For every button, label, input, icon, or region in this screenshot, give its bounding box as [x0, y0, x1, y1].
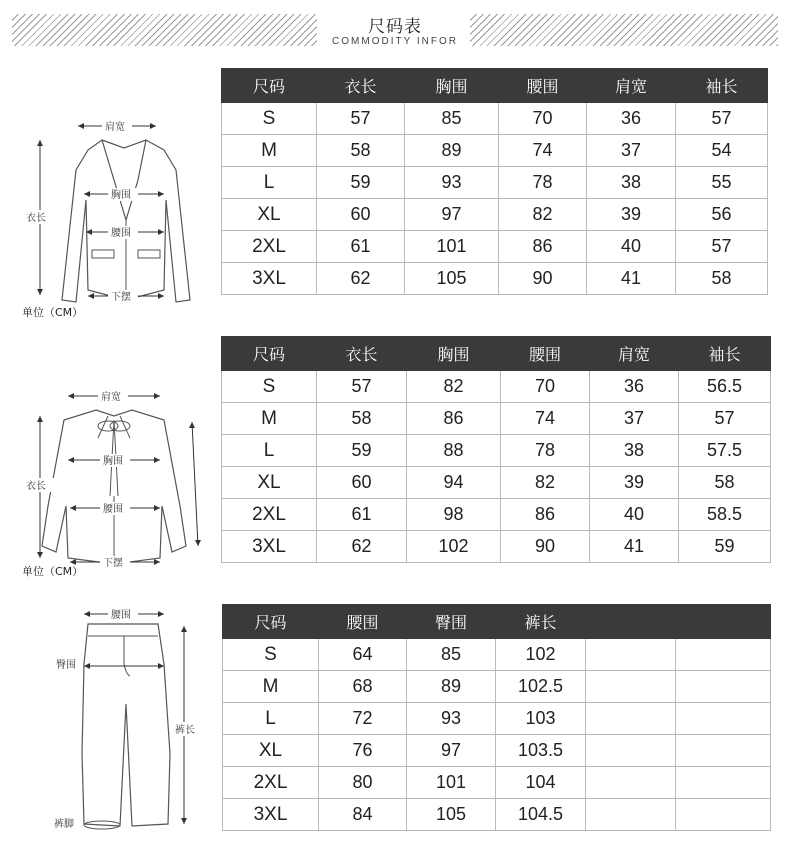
- value-cell: 102: [496, 639, 586, 671]
- jacket-hem-label: 下摆: [111, 292, 131, 303]
- table-row: [223, 671, 771, 703]
- empty-cell: [586, 767, 676, 799]
- value-cell: 78: [501, 435, 590, 467]
- size-cell: L: [222, 435, 317, 467]
- jacket-shoulder-label: 肩宽: [105, 122, 125, 133]
- value-cell: 59: [317, 167, 405, 199]
- value-cell: 57: [317, 371, 407, 403]
- size-cell: 3XL: [222, 263, 317, 295]
- size-table-pants: [222, 604, 771, 831]
- value-cell: 56.5: [679, 371, 771, 403]
- size-cell: S: [222, 103, 317, 135]
- value-cell: 76: [319, 735, 407, 767]
- value-cell: 89: [407, 671, 496, 703]
- size-cell: M: [223, 671, 319, 703]
- header-cell: [676, 605, 771, 639]
- value-cell: 84: [319, 799, 407, 831]
- section-pants: [0, 602, 790, 842]
- value-cell: 90: [501, 531, 590, 563]
- header-cell: 腰围: [499, 69, 587, 103]
- value-cell: 85: [407, 639, 496, 671]
- page-title: 尺码表: [368, 17, 422, 37]
- value-cell: 38: [587, 167, 676, 199]
- value-cell: 59: [679, 531, 771, 563]
- size-cell: S: [222, 371, 317, 403]
- table-row: [222, 103, 768, 135]
- pants-hip-label: 臀围: [56, 660, 76, 671]
- value-cell: 93: [407, 703, 496, 735]
- value-cell: 57: [317, 103, 405, 135]
- value-cell: 57.5: [679, 435, 771, 467]
- value-cell: 41: [590, 531, 679, 563]
- size-cell: L: [222, 167, 317, 199]
- value-cell: 58: [317, 403, 407, 435]
- jacket-drawing: [14, 90, 214, 330]
- value-cell: 55: [676, 167, 768, 199]
- page-header: [0, 0, 790, 56]
- value-cell: 105: [407, 799, 496, 831]
- blouse-shoulder-label: 肩宽: [101, 392, 121, 403]
- table-row: [222, 531, 771, 563]
- value-cell: 103: [496, 703, 586, 735]
- table-row: [223, 735, 771, 767]
- value-cell: 40: [587, 231, 676, 263]
- value-cell: 78: [499, 167, 587, 199]
- value-cell: 82: [501, 467, 590, 499]
- header-cell: 裤长: [496, 605, 586, 639]
- empty-cell: [676, 703, 771, 735]
- empty-cell: [586, 671, 676, 703]
- pants-length-label: 裤长: [175, 725, 195, 736]
- size-cell: S: [223, 639, 319, 671]
- header-cell: 腰围: [319, 605, 407, 639]
- table-row: [222, 263, 768, 295]
- jacket-waist-label: 腰围: [111, 228, 131, 239]
- value-cell: 86: [499, 231, 587, 263]
- value-cell: 36: [590, 371, 679, 403]
- blouse-hem-label: 下摆: [103, 558, 123, 569]
- size-cell: 2XL: [222, 499, 317, 531]
- value-cell: 39: [590, 467, 679, 499]
- table-row: [222, 231, 768, 263]
- value-cell: 68: [319, 671, 407, 703]
- value-cell: 89: [405, 135, 499, 167]
- header-cell: 腰围: [501, 337, 590, 371]
- value-cell: 36: [587, 103, 676, 135]
- value-cell: 102.5: [496, 671, 586, 703]
- value-cell: 82: [407, 371, 501, 403]
- value-cell: 37: [587, 135, 676, 167]
- value-cell: 105: [405, 263, 499, 295]
- jacket-illustration: [14, 90, 214, 330]
- header-cell: 衣长: [317, 69, 405, 103]
- table-row: [222, 167, 768, 199]
- value-cell: 56: [676, 199, 768, 231]
- value-cell: 58: [676, 263, 768, 295]
- size-cell: XL: [222, 199, 317, 231]
- table-header-row: [223, 605, 771, 639]
- value-cell: 39: [587, 199, 676, 231]
- value-cell: 58: [317, 135, 405, 167]
- value-cell: 74: [501, 403, 590, 435]
- empty-cell: [586, 799, 676, 831]
- value-cell: 62: [317, 263, 405, 295]
- header-cell: [586, 605, 676, 639]
- header-cell: 肩宽: [587, 69, 676, 103]
- size-table-jacket: [221, 68, 768, 295]
- table-row: [222, 371, 771, 403]
- size-table-blouse: [221, 336, 771, 563]
- value-cell: 57: [676, 103, 768, 135]
- value-cell: 102: [407, 531, 501, 563]
- value-cell: 85: [405, 103, 499, 135]
- empty-cell: [676, 671, 771, 703]
- empty-cell: [586, 639, 676, 671]
- value-cell: 104: [496, 767, 586, 799]
- table-row: [222, 499, 771, 531]
- table-row: [222, 135, 768, 167]
- value-cell: 57: [676, 231, 768, 263]
- pants-illustration: [14, 604, 214, 834]
- value-cell: 61: [317, 499, 407, 531]
- empty-cell: [676, 639, 771, 671]
- table-row: [223, 703, 771, 735]
- size-cell: XL: [222, 467, 317, 499]
- size-cell: L: [223, 703, 319, 735]
- table-row: [223, 767, 771, 799]
- pants-leg-label: 裤脚: [54, 819, 74, 830]
- value-cell: 104.5: [496, 799, 586, 831]
- value-cell: 70: [499, 103, 587, 135]
- value-cell: 41: [587, 263, 676, 295]
- empty-cell: [586, 703, 676, 735]
- size-cell: 2XL: [222, 231, 317, 263]
- size-cell: M: [222, 135, 317, 167]
- pants-waist-label: 腰围: [111, 610, 131, 621]
- size-cell: 3XL: [222, 531, 317, 563]
- header-cell: 衣长: [317, 337, 407, 371]
- value-cell: 54: [676, 135, 768, 167]
- empty-cell: [586, 735, 676, 767]
- header-cell: 肩宽: [590, 337, 679, 371]
- blouse-unit-label: 单位（CM）: [22, 565, 84, 578]
- header-cell: 胸围: [405, 69, 499, 103]
- value-cell: 37: [590, 403, 679, 435]
- value-cell: 97: [407, 735, 496, 767]
- table-row: [222, 199, 768, 231]
- jacket-unit-label: 单位（CM）: [22, 306, 84, 319]
- table-row: [223, 639, 771, 671]
- header-cell: 尺码: [223, 605, 319, 639]
- page-subtitle: COMMODITY INFOR: [332, 36, 458, 47]
- value-cell: 93: [405, 167, 499, 199]
- header-cell: 臀围: [407, 605, 496, 639]
- header-cell: 尺码: [222, 337, 317, 371]
- value-cell: 103.5: [496, 735, 586, 767]
- value-cell: 98: [407, 499, 501, 531]
- value-cell: 40: [590, 499, 679, 531]
- size-cell: 3XL: [223, 799, 319, 831]
- size-cell: M: [222, 403, 317, 435]
- size-cell: XL: [223, 735, 319, 767]
- header-cell: 袖长: [676, 69, 768, 103]
- empty-cell: [676, 767, 771, 799]
- empty-cell: [676, 735, 771, 767]
- value-cell: 86: [501, 499, 590, 531]
- table-row: [222, 403, 771, 435]
- value-cell: 70: [501, 371, 590, 403]
- value-cell: 80: [319, 767, 407, 799]
- value-cell: 101: [405, 231, 499, 263]
- table-row: [222, 435, 771, 467]
- table-row: [222, 467, 771, 499]
- value-cell: 57: [679, 403, 771, 435]
- blouse-waist-label: 腰围: [103, 504, 123, 515]
- header-cell: 袖长: [679, 337, 771, 371]
- jacket-chest-label: 胸围: [111, 190, 131, 201]
- value-cell: 72: [319, 703, 407, 735]
- section-blouse: [0, 332, 790, 592]
- value-cell: 101: [407, 767, 496, 799]
- value-cell: 60: [317, 199, 405, 231]
- section-jacket: [0, 64, 790, 324]
- value-cell: 88: [407, 435, 501, 467]
- size-cell: 2XL: [223, 767, 319, 799]
- value-cell: 90: [499, 263, 587, 295]
- value-cell: 94: [407, 467, 501, 499]
- value-cell: 58: [679, 467, 771, 499]
- value-cell: 58.5: [679, 499, 771, 531]
- value-cell: 60: [317, 467, 407, 499]
- table-header-row: [222, 69, 768, 103]
- value-cell: 82: [499, 199, 587, 231]
- blouse-length-label: 衣长: [26, 481, 46, 492]
- blouse-chest-label: 胸围: [103, 456, 123, 467]
- pants-drawing: [14, 604, 214, 834]
- value-cell: 97: [405, 199, 499, 231]
- value-cell: 74: [499, 135, 587, 167]
- jacket-length-label: 衣长: [26, 213, 46, 224]
- table-header-row: [222, 337, 771, 371]
- value-cell: 61: [317, 231, 405, 263]
- value-cell: 59: [317, 435, 407, 467]
- value-cell: 38: [590, 435, 679, 467]
- table-row: [223, 799, 771, 831]
- empty-cell: [676, 799, 771, 831]
- value-cell: 86: [407, 403, 501, 435]
- value-cell: 62: [317, 531, 407, 563]
- header-cell: 尺码: [222, 69, 317, 103]
- value-cell: 64: [319, 639, 407, 671]
- header-cell: 胸围: [407, 337, 501, 371]
